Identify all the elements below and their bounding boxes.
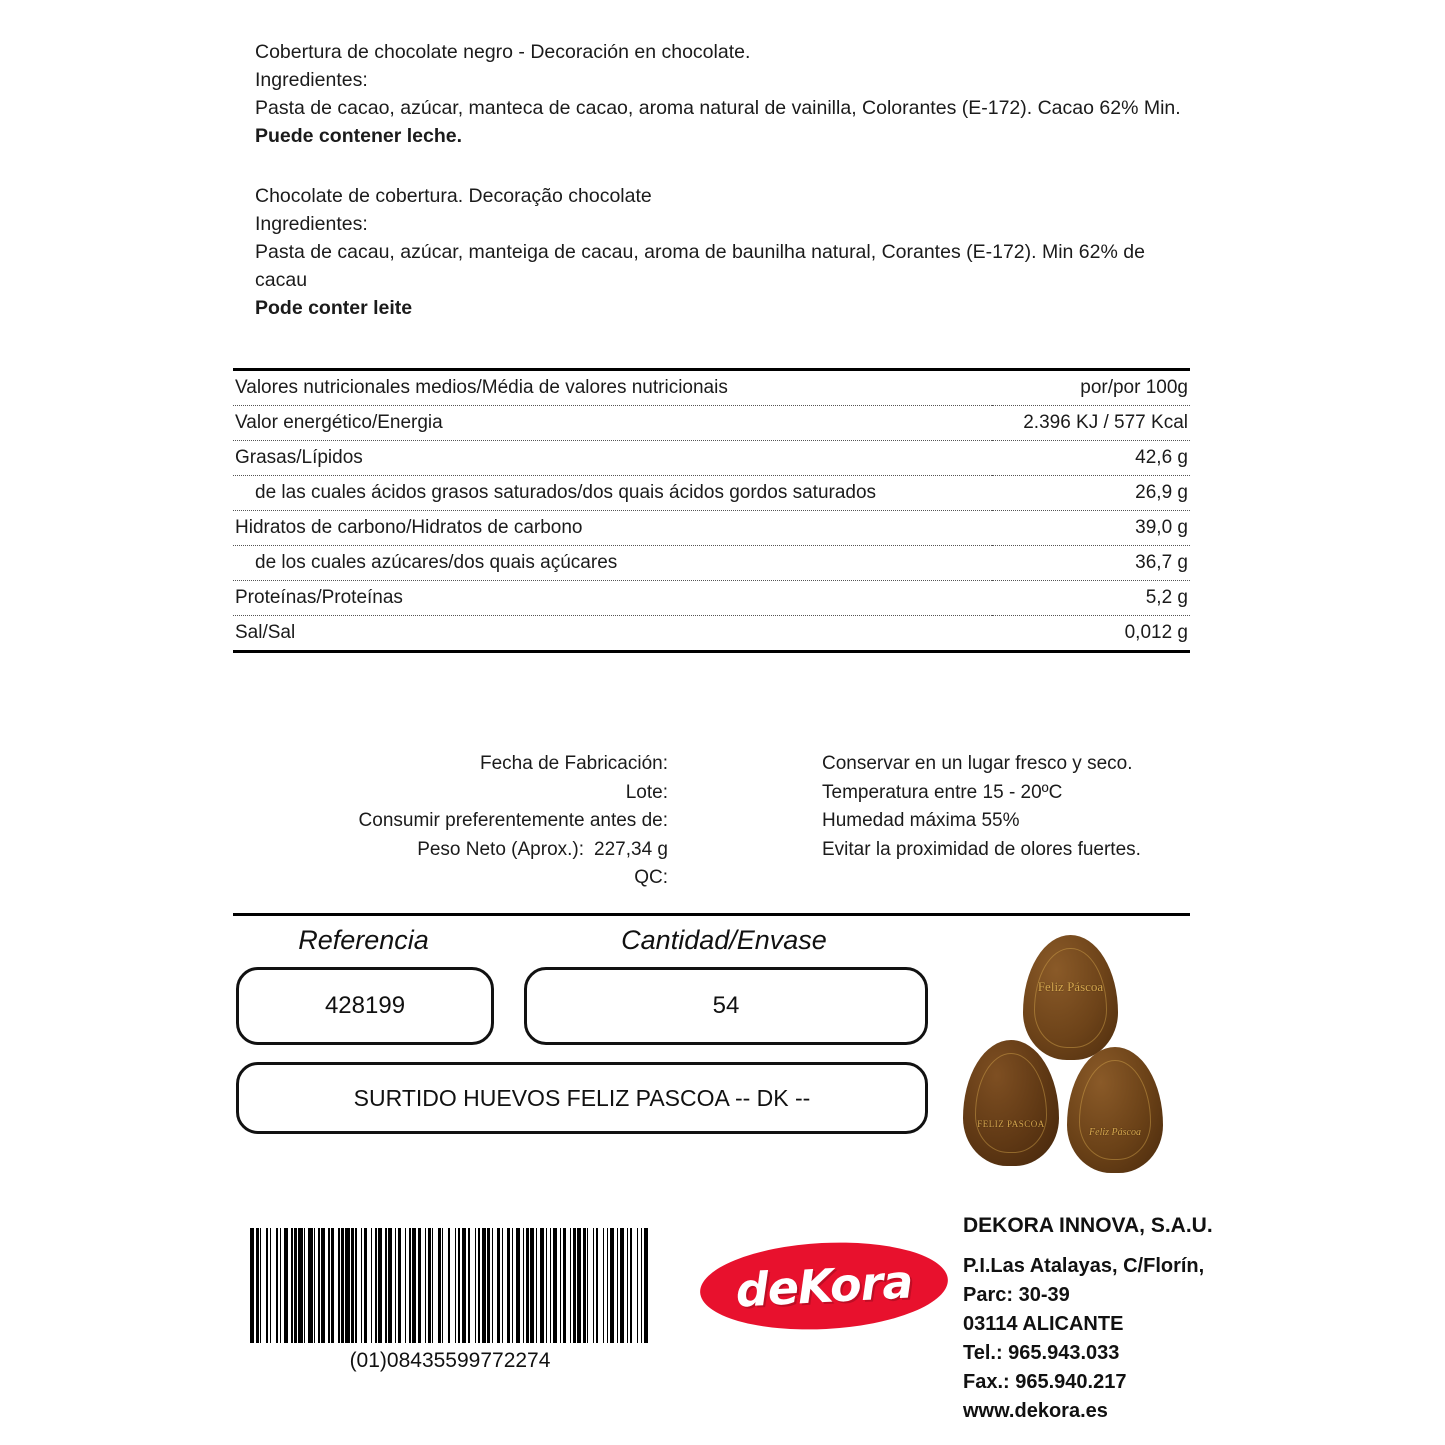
peso-neto-row bbox=[288, 836, 668, 865]
nutrition-row bbox=[233, 616, 1190, 652]
easter-eggs-image bbox=[955, 935, 1185, 1175]
chocolate-egg-icon bbox=[963, 1040, 1059, 1166]
company-fax: Fax.: 965.940.217 bbox=[963, 1371, 1127, 1393]
nutrition-row-value: 26,9 g bbox=[992, 476, 1190, 511]
ingredients-es-allergen: Puede contener leche. bbox=[255, 125, 462, 147]
egg-decoration-icon bbox=[975, 1053, 1048, 1154]
ingredients-section bbox=[255, 38, 1195, 322]
chocolate-egg-icon bbox=[1023, 935, 1118, 1060]
company-address-line-3: 03114 ALICANTE bbox=[963, 1313, 1124, 1335]
nutrition-row bbox=[233, 546, 1190, 581]
barcode-value: (01)08435599772274 bbox=[349, 1349, 551, 1372]
company-website: www.dekora.es bbox=[963, 1400, 1108, 1422]
nutrition-row bbox=[233, 441, 1190, 476]
ingredients-spacer bbox=[255, 150, 1195, 182]
ingredients-pt-list: Pasta de cacau, azúcar, manteiga de cacau, aroma de baunilha natural, Corantes (E-172). Min 62% de cacau bbox=[255, 241, 1145, 291]
storage-instructions bbox=[822, 750, 1222, 864]
ingredients-es-list: Pasta de cacao, azúcar, manteca de cacao, aroma natural de vainilla, Colorantes (E-172). Cacao 62% Min. bbox=[255, 97, 1181, 119]
ingredients-es-label: Ingredientes: bbox=[255, 69, 368, 91]
nutrition-row bbox=[233, 581, 1190, 616]
nutrition-header-value: por/por 100g bbox=[992, 370, 1190, 406]
nutrition-header-label: Valores nutricionales medios/Média de valores nutricionais bbox=[233, 370, 992, 406]
peso-neto-label: Peso Neto (Aprox.): bbox=[417, 838, 585, 860]
consumir-preferentemente-label: Consumir preferentemente antes de: bbox=[358, 810, 668, 831]
nutrition-row-label: Hidratos de carbono/Hidratos de carbono bbox=[233, 511, 992, 546]
chocolate-egg-icon bbox=[1067, 1047, 1163, 1173]
barcode-block bbox=[250, 1228, 650, 1385]
egg-decoration-icon bbox=[1034, 948, 1106, 1048]
fecha-fabricacion-label: Fecha de Fabricación: bbox=[480, 753, 668, 774]
ingredients-pt-title: Chocolate de cobertura. Decoração chocolate bbox=[255, 185, 652, 207]
egg-right-text: Feliz Páscoa bbox=[1089, 1127, 1141, 1138]
storage-line-2: Temperatura entre 15 - 20ºC bbox=[822, 781, 1063, 803]
company-name: DEKORA INNOVA, S.A.U. bbox=[963, 1214, 1213, 1237]
ingredients-pt-label: Ingredientes: bbox=[255, 213, 368, 235]
nutrition-row-value: 2.396 KJ / 577 Kcal bbox=[992, 406, 1190, 441]
nutrition-row-value: 36,7 g bbox=[992, 546, 1190, 581]
nutrition-row-label: de las cuales ácidos grasos saturados/dos quais ácidos gordos saturados bbox=[233, 476, 992, 511]
barcode-bar bbox=[648, 1228, 649, 1343]
nutrition-row-label: de los cuales azúcares/dos quais açúcares bbox=[233, 546, 992, 581]
nutrition-row-value: 42,6 g bbox=[992, 441, 1190, 476]
nutrition-row bbox=[233, 406, 1190, 441]
storage-line-4: Evitar la proximidad de olores fuertes. bbox=[822, 838, 1141, 860]
quantity-header: Cantidad/Envase bbox=[621, 925, 827, 955]
nutrition-row-label: Proteínas/Proteínas bbox=[233, 581, 992, 616]
barcode-image bbox=[250, 1228, 650, 1343]
peso-neto-value: 227,34 g bbox=[594, 838, 668, 860]
nutrition-header-row bbox=[233, 370, 1190, 406]
ingredients-spanish bbox=[255, 38, 1195, 150]
company-address-line-1: P.I.Las Atalayas, C/Florín, bbox=[963, 1255, 1205, 1277]
nutrition-row bbox=[233, 476, 1190, 511]
storage-line-1: Conservar en un lugar fresco y seco. bbox=[822, 753, 1133, 774]
ingredients-es-title: Cobertura de chocolate negro - Decoración en chocolate. bbox=[255, 41, 751, 63]
lote-label: Lote: bbox=[625, 781, 668, 803]
reference-value-box: 428199 bbox=[236, 967, 494, 1045]
product-description-box: SURTIDO HUEVOS FELIZ PASCOA -- DK -- bbox=[236, 1062, 928, 1134]
nutrition-row bbox=[233, 511, 1190, 546]
nutrition-row-value: 39,0 g bbox=[992, 511, 1190, 546]
company-phone: Tel.: 965.943.033 bbox=[963, 1342, 1120, 1364]
dekora-logo bbox=[700, 1243, 948, 1329]
egg-left-text: FELIZ PASCOA bbox=[977, 1119, 1045, 1129]
reference-header: Referencia bbox=[298, 925, 429, 955]
fabrication-block bbox=[288, 750, 668, 893]
reference-divider bbox=[233, 913, 1190, 916]
ingredients-pt-allergen: Pode conter leite bbox=[255, 297, 413, 319]
company-address bbox=[963, 1252, 1204, 1426]
egg-decoration-icon bbox=[1079, 1060, 1152, 1161]
nutrition-row-label: Sal/Sal bbox=[233, 616, 992, 652]
company-address-line-2: Parc: 30-39 bbox=[963, 1284, 1070, 1306]
ingredients-portuguese bbox=[255, 182, 1195, 322]
quantity-value-box: 54 bbox=[524, 967, 928, 1045]
nutrition-row-label: Grasas/Lípidos bbox=[233, 441, 992, 476]
nutrition-table bbox=[233, 368, 1190, 653]
logo-text: deKora bbox=[734, 1254, 914, 1318]
storage-line-3: Humedad máxima 55% bbox=[822, 810, 1020, 831]
nutrition-row-value: 5,2 g bbox=[992, 581, 1190, 616]
egg-top-text: Feliz Páscoa bbox=[1037, 979, 1104, 994]
nutrition-row-label: Valor energético/Energia bbox=[233, 406, 992, 441]
nutrition-row-value: 0,012 g bbox=[992, 616, 1190, 652]
qc-label: QC: bbox=[634, 867, 668, 888]
